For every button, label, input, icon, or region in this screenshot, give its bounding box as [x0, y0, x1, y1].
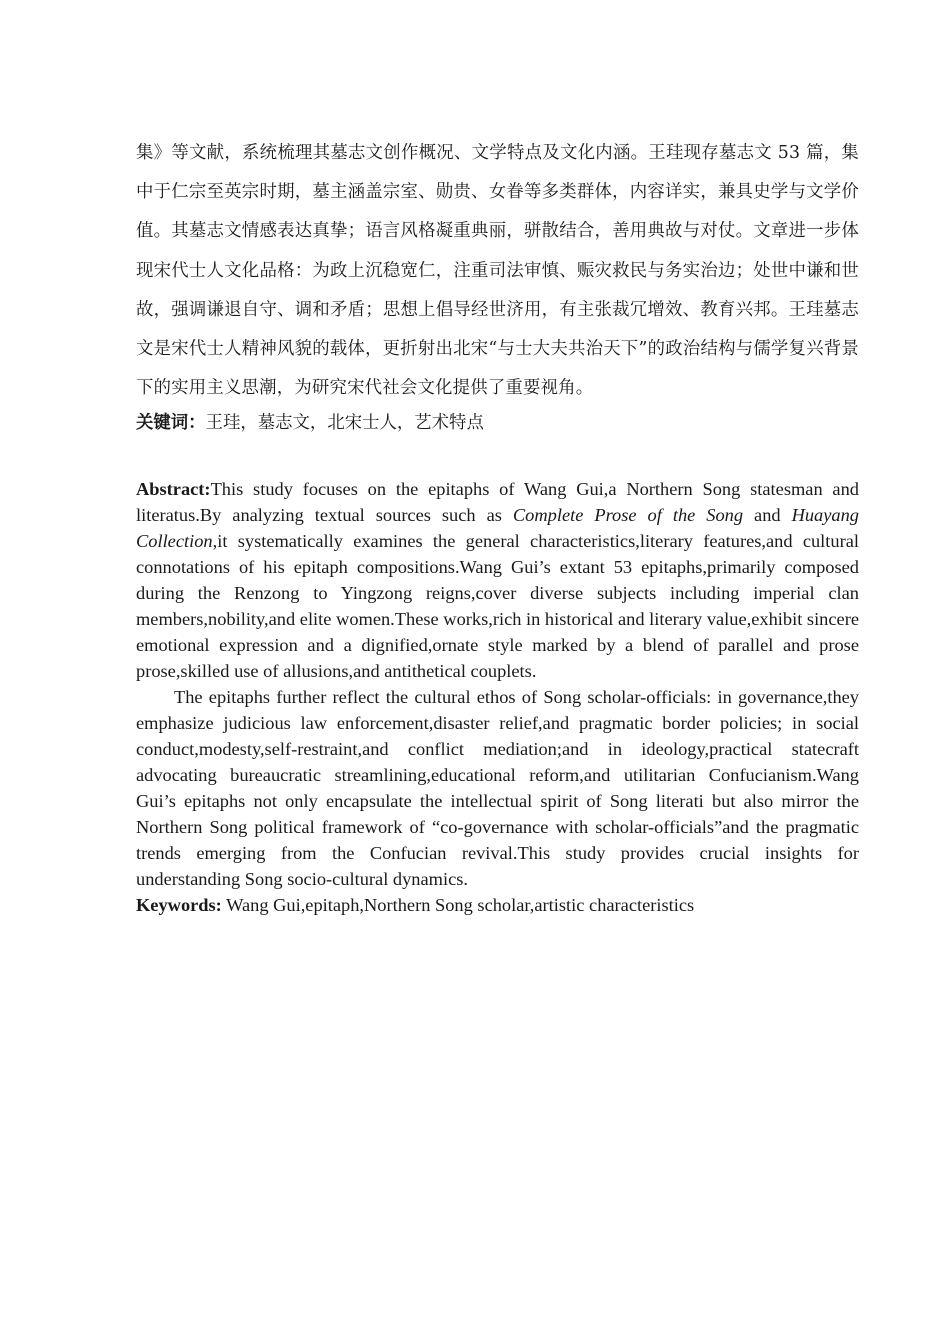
chinese-keywords-text: 王珪，墓志文，北宋士人，艺术特点 — [205, 413, 484, 434]
english-abstract-and: and — [743, 505, 792, 526]
english-abstract-title-1: Complete Prose of the Song — [512, 505, 744, 526]
english-abstract-paragraph-2: The epitaphs further reflect the cultural ethos of Song scholar-officials: in governance,they emphasize judicious law enforcement,disaster relief,and pragmatic border policies; in social conduct,modesty,self-restraint,and conflict mediation;and in ideology,practical statecraft advocating bureaucratic streamlining,educational reform,and utilitarian Confucianism.Wang Gui’s epitaphs not only encapsulate the intellectual spirit of Song literati but also mirror the Northern Song political framework of “co-governance with scholar-officials”and the pragmatic trends emerging from the Confucian revival.This study provides crucial insights for understanding Song socio-cultural dynamics. — [136, 687, 859, 890]
english-abstract-label: Abstract: — [136, 479, 211, 500]
english-abstract-paragraph-1 — [136, 476, 859, 684]
english-abstract-p1-part1: This study focuses on the epitaphs of Wang Gui,a Northern Song statesman and literatus.By analyzing textual sources such as — [136, 479, 859, 526]
chinese-abstract-body: 集》等文献，系统梳理其墓志文创作概况、文学特点及文化内涵。王珪现存墓志文 53 篇，集中于仁宗至英宗时期，墓主涵盖宗室、勋贵、女眷等多类群体，内容详实，兼具史学与文学价值。其墓志文情感表达真挚；语言风格凝重典丽，骈散结合，善用典故与对仗。文章进一步体现宋代士人文化品格：为政上沉稳宽仁，注重司法审慎、赈灾救民与务实治边；处世中谦和世故，强调谦退自守、调和矛盾；思想上倡导经世济用，有主张裁冗增效、教育兴邦。王珪墓志文是宋代士人精神风貌的载体，更折射出北宋“与士大夫共治天下”的政治结构与儒学复兴背景下的实用主义思潮，为研究宋代社会文化提供了重要视角。 — [136, 143, 859, 399]
english-keywords-text: Wang Gui,epitaph,Northern Song scholar,artistic characteristics — [221, 895, 695, 916]
english-abstract — [136, 476, 859, 918]
document-page — [136, 134, 859, 918]
english-keywords-label: Keywords: — [136, 895, 222, 916]
english-abstract-p1-part2: ,it systematically examines the general characteristics,literary features,and cultural connotations of his epitaph compositions.Wang Gui’s extant 53 epitaphs,primarily composed during the Renzong to Yingzong reigns,cover diverse subjects including imperial clan members,nobility,and elite women.These works,rich in historical and literary value,exhibit sincere emotional expression and a dignified,ornate style marked by a blend of parallel and prose prose,skilled use of allusions,and antithetical couplets. — [136, 531, 859, 682]
chinese-keywords-label: 关键词： — [136, 413, 206, 434]
chinese-keywords-line — [136, 408, 859, 438]
english-keywords-line — [136, 892, 859, 918]
english-abstract-title-2: Huayang Collection — [136, 505, 859, 552]
